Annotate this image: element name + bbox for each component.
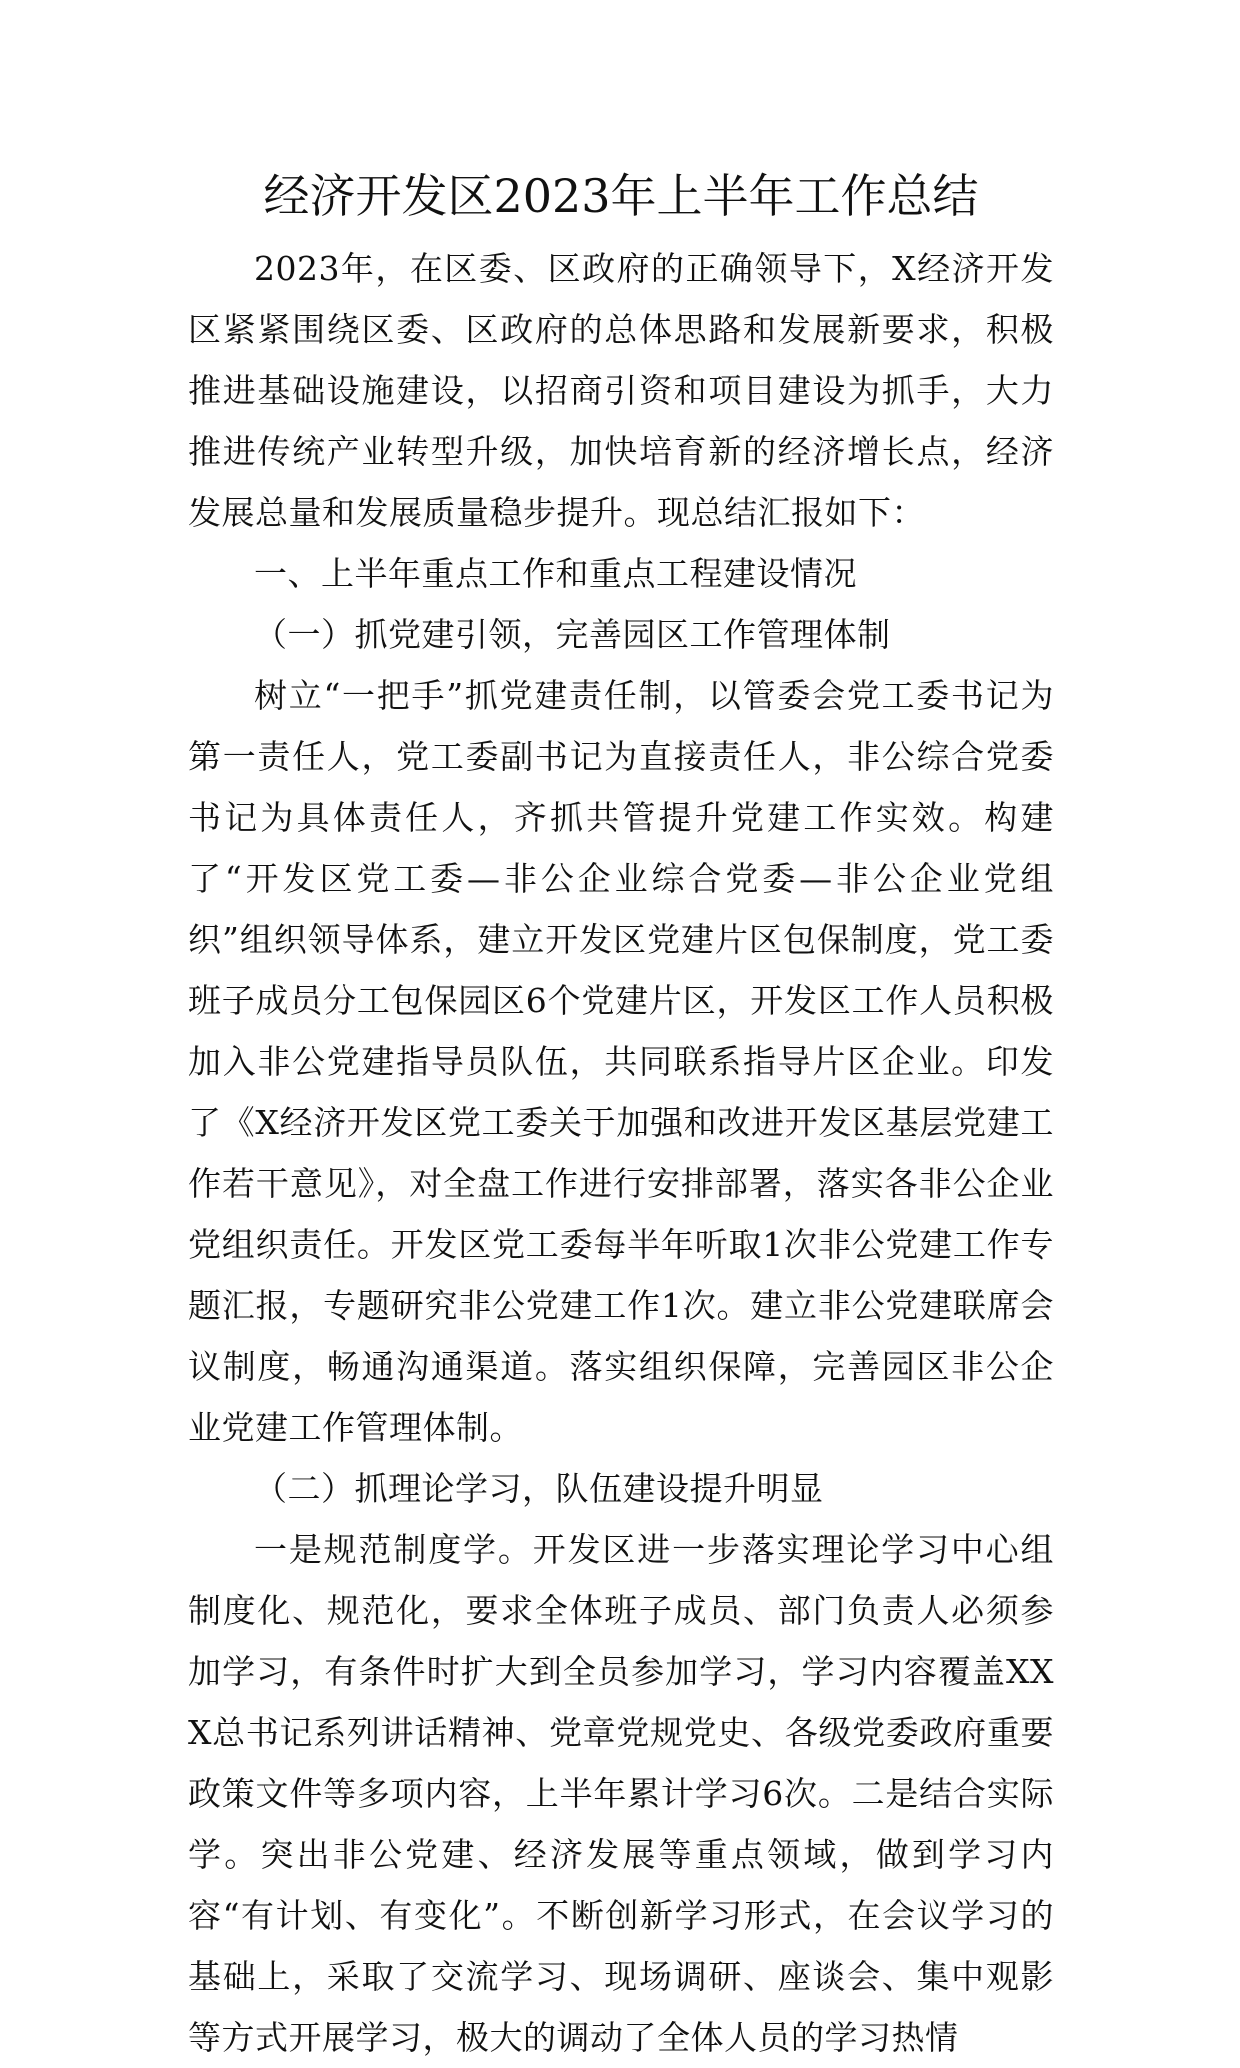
intro-paragraph: 2023年，在区委、区政府的正确领导下，X经济开发区紧紧围绕区委、区政府的总体思路和发展新要求，积极推进基础设施建设，以招商引资和项目建设为抓手，大力推进传统产业转型升级，加快培育新的经济增长点，经济发展总量和发展质量稳步提升。现总结汇报如下： (188, 249, 1054, 532)
subsection-2-body: 一是规范制度学。开发区进一步落实理论学习中心组制度化、规范化，要求全体班子成员、部门负责人必须参加学习，有条件时扩大到全员参加学习，学习内容覆盖XXX总书记系列讲话精神、党章党规党史、各级党委政府重要政策文件等多项内容，上半年累计学习6次。二是结合实际学。突出非公党建、经济发展等重点领域，做到学习内容“有计划、有变化”。不断创新学习形式，在会议学习的基础上，采取了交流学习、现场调研、座谈会、集中观影等方式开展学习，极大的调动了全体人员的学习热情 (188, 1530, 1054, 2057)
document-page (188, 160, 1054, 2068)
subsection-1-body: 树立“一把手”抓党建责任制，以管委会党工委书记为第一责任人，党工委副书记为直接责任人，非公综合党委书记为具体责任人，齐抓共管提升党建工作实效。构建了“开发区党工委—非公企业综合党委—非公企业党组织”组织领导体系，建立开发区党建片区包保制度，党工委班子成员分工包保园区6个党建片区，开发区工作人员积极加入非公党建指导员队伍，共同联系指导片区企业。印发了《X经济开发区党工委关于加强和改进开发区基层党建工作若干意见》，对全盘工作进行安排部署，落实各非公企业党组织责任。开发区党工委每半年听取1次非公党建工作专题汇报，专题研究非公党建工作1次。建立非公党建联席会议制度，畅通沟通渠道。落实组织保障，完善园区非公企业党建工作管理体制。 (188, 676, 1054, 1447)
document-title: 经济开发区2023年上半年工作总结 (263, 169, 979, 223)
subsection-heading-1: （一）抓党建引领，完善园区工作管理体制 (254, 615, 891, 654)
section-heading-1: 一、上半年重点工作和重点工程建设情况 (254, 554, 857, 593)
subsection-heading-2: （二）抓理论学习，队伍建设提升明显 (254, 1469, 824, 1508)
